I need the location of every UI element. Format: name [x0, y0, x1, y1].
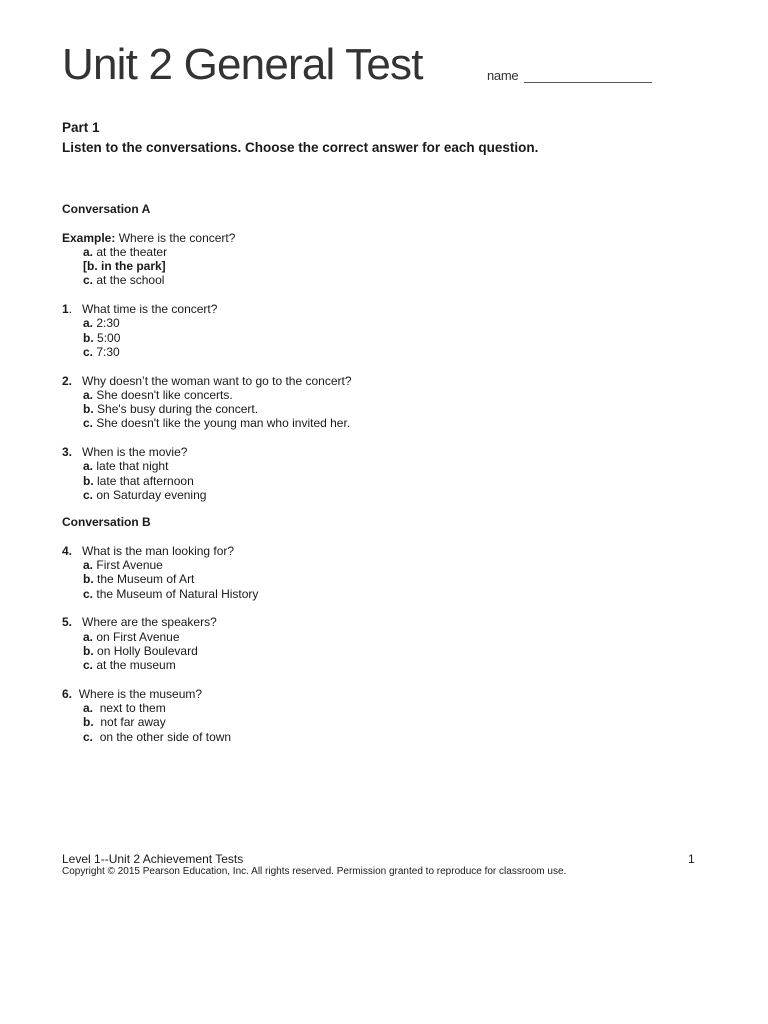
question-4-option-a: a. First Avenue — [83, 558, 163, 573]
question-5: 5. Where are the speakers? — [62, 615, 217, 630]
question-4-option-b: b. the Museum of Art — [83, 572, 195, 587]
page-title: Unit 2 General Test — [62, 40, 423, 89]
name-label: name — [487, 68, 519, 83]
page-number: 1 — [688, 852, 695, 866]
question-2-option-a: a. She doesn't like concerts. — [83, 387, 233, 402]
example-option-b-answer: [b. in the park] — [83, 259, 166, 274]
copyright-notice: Copyright © 2015 Pearson Education, Inc. All rights reserved. Permission granted to reproduce for classroom use. — [62, 866, 567, 877]
example-option-a: a. at the theater — [83, 244, 168, 259]
example-question — [62, 231, 702, 245]
test-content — [62, 202, 702, 744]
question-6-option-b: b. not far away — [83, 715, 166, 730]
example-question-text: Where is the concert? — [118, 230, 236, 245]
question-2-option-b: b. She's busy during the concert. — [83, 402, 259, 417]
part-heading: Part 1 — [62, 120, 100, 135]
question-5-option-c: c. at the museum — [83, 658, 176, 673]
question-2: 2. Why doesn’t the woman want to go to the concert? — [62, 373, 352, 388]
question-4: 4. What is the man looking for? — [62, 543, 235, 558]
question-5-option-b: b. on Holly Boulevard — [83, 643, 198, 658]
question-3-option-c: c. on Saturday evening — [83, 487, 207, 502]
question-6-option-c: c. on the other side of town — [83, 729, 232, 744]
question-1: 1. What time is the concert? — [62, 302, 218, 317]
question-3-option-b: b. late that afternoon — [83, 473, 194, 488]
example-label: Example: — [62, 230, 116, 245]
conversation-b-heading: Conversation B — [62, 515, 151, 530]
question-2-option-c: c. She doesn't like the young man who invited her. — [83, 416, 351, 431]
name-blank-line — [524, 82, 652, 83]
question-1-option-c: c. 7:30 — [83, 344, 120, 359]
question-5-option-a: a. on First Avenue — [83, 629, 180, 644]
part-instructions: Listen to the conversations. Choose the correct answer for each question. — [62, 140, 539, 155]
example-option-c: c. at the school — [83, 273, 165, 288]
conversation-a-heading: Conversation A — [62, 202, 151, 216]
question-4-option-c: c. the Museum of Natural History — [83, 586, 259, 601]
question-6-option-a: a. next to them — [83, 701, 166, 716]
question-3: 3. When is the movie? — [62, 445, 188, 460]
question-3-option-a: a. late that night — [83, 459, 169, 474]
question-6: 6. Where is the museum? — [62, 686, 203, 701]
footer-level-label: Level 1--Unit 2 Achievement Tests — [62, 852, 244, 866]
question-1-option-b: b. 5:00 — [83, 330, 121, 345]
question-1-option-a: a. 2:30 — [83, 316, 120, 331]
